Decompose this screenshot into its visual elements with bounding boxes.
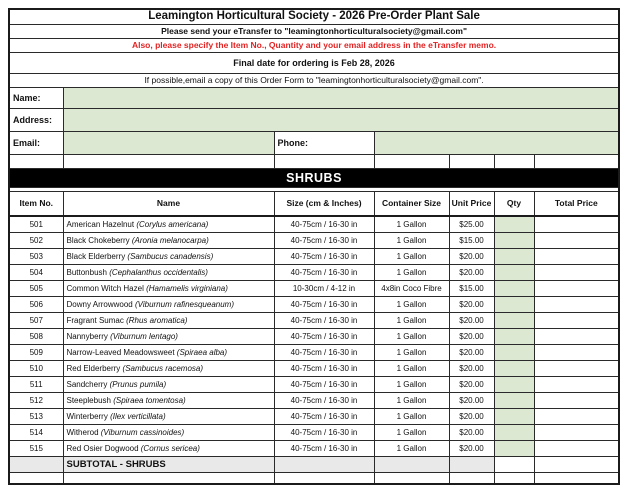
plant-common-name: Nannyberry [66, 331, 111, 341]
plant-row [9, 329, 619, 345]
item-no-cell: 510 [9, 361, 63, 377]
plant-name-cell [63, 313, 274, 329]
order-deadline: Final date for ordering is Feb 28, 2026 [9, 53, 619, 74]
total-price-cell [534, 409, 619, 425]
memo-instruction: Also, please specify the Item No., Quantity and your email address in the eTransfer memo. [9, 39, 619, 53]
plant-row [9, 409, 619, 425]
plant-scientific-name: (Cephalanthus occidentalis) [109, 267, 208, 277]
container-size-cell: 1 Gallon [374, 297, 449, 313]
plant-row [9, 233, 619, 249]
qty-input-cell[interactable] [494, 216, 534, 233]
order-form-table [8, 8, 620, 485]
container-size-cell: 1 Gallon [374, 233, 449, 249]
header-item-no: Item No. [9, 192, 63, 217]
plant-row [9, 377, 619, 393]
container-size-cell: 1 Gallon [374, 265, 449, 281]
plant-row [9, 313, 619, 329]
container-size-cell: 1 Gallon [374, 345, 449, 361]
plant-scientific-name: (Ilex verticillata) [110, 411, 166, 421]
unit-price-cell: $20.00 [449, 345, 494, 361]
item-no-cell: 512 [9, 393, 63, 409]
plant-scientific-name: (Spiraea alba) [176, 347, 228, 357]
plant-common-name: Fragrant Sumac [66, 315, 127, 325]
plant-common-name: American Hazelnut [66, 219, 137, 229]
header-size: Size (cm & Inches) [274, 192, 374, 217]
total-price-cell [534, 216, 619, 233]
size-cell: 40-75cm / 16-30 in [274, 249, 374, 265]
etransfer-instruction: Please send your eTransfer to "leamingtonhorticulturalsociety@gmail.com" [9, 25, 619, 39]
item-no-cell: 504 [9, 265, 63, 281]
unit-price-cell: $20.00 [449, 313, 494, 329]
item-no-cell: 501 [9, 216, 63, 233]
item-no-cell: 515 [9, 441, 63, 457]
name-field[interactable] [63, 88, 619, 109]
total-price-cell [534, 393, 619, 409]
page-title: Leamington Horticultural Society - 2026 Pre-Order Plant Sale [9, 9, 619, 25]
plant-name-cell [63, 377, 274, 393]
plant-name-cell [63, 361, 274, 377]
qty-input-cell[interactable] [494, 393, 534, 409]
email-label: Email: [9, 132, 63, 155]
plant-row [9, 265, 619, 281]
empty-row [9, 155, 619, 169]
total-price-cell [534, 265, 619, 281]
item-no-cell: 507 [9, 313, 63, 329]
email-field[interactable] [63, 132, 274, 155]
plant-row [9, 281, 619, 297]
qty-input-cell[interactable] [494, 297, 534, 313]
item-no-cell: 514 [9, 425, 63, 441]
plant-common-name: Narrow-Leaved Meadowsweet [66, 347, 177, 357]
item-no-cell: 506 [9, 297, 63, 313]
plant-name-cell [63, 216, 274, 233]
plant-common-name: Steeplebush [66, 395, 114, 405]
total-price-cell [534, 297, 619, 313]
item-no-cell: 511 [9, 377, 63, 393]
size-cell: 40-75cm / 16-30 in [274, 265, 374, 281]
plant-name-cell [63, 265, 274, 281]
qty-input-cell[interactable] [494, 441, 534, 457]
plant-scientific-name: (Hamamelis virginiana) [146, 283, 228, 293]
unit-price-cell: $20.00 [449, 425, 494, 441]
size-cell: 40-75cm / 16-30 in [274, 393, 374, 409]
plant-common-name: Common Witch Hazel [66, 283, 147, 293]
container-size-cell: 1 Gallon [374, 377, 449, 393]
plant-common-name: Black Elderberry [66, 251, 128, 261]
unit-price-cell: $20.00 [449, 409, 494, 425]
qty-input-cell[interactable] [494, 281, 534, 297]
size-cell: 40-75cm / 16-30 in [274, 377, 374, 393]
qty-input-cell[interactable] [494, 233, 534, 249]
order-form-sheet [8, 8, 620, 485]
qty-input-cell[interactable] [494, 409, 534, 425]
unit-price-cell: $20.00 [449, 265, 494, 281]
unit-price-cell: $20.00 [449, 249, 494, 265]
plant-common-name: Black Chokeberry [66, 235, 132, 245]
qty-input-cell[interactable] [494, 329, 534, 345]
plant-name-cell [63, 425, 274, 441]
plant-row [9, 297, 619, 313]
qty-input-cell[interactable] [494, 361, 534, 377]
container-size-cell: 1 Gallon [374, 361, 449, 377]
unit-price-cell: $20.00 [449, 329, 494, 345]
plant-row [9, 361, 619, 377]
container-size-cell: 1 Gallon [374, 425, 449, 441]
total-price-cell [534, 249, 619, 265]
plant-row [9, 393, 619, 409]
plant-row [9, 345, 619, 361]
size-cell: 40-75cm / 16-30 in [274, 297, 374, 313]
plant-scientific-name: (Aronia melanocarpa) [131, 235, 209, 245]
plant-name-cell [63, 345, 274, 361]
qty-input-cell[interactable] [494, 345, 534, 361]
unit-price-cell: $20.00 [449, 441, 494, 457]
phone-field[interactable] [374, 132, 619, 155]
plant-row [9, 216, 619, 233]
plant-name-cell [63, 249, 274, 265]
header-total-price: Total Price [534, 192, 619, 217]
plant-name-cell [63, 281, 274, 297]
item-no-cell: 505 [9, 281, 63, 297]
header-container-size: Container Size [374, 192, 449, 217]
size-cell: 40-75cm / 16-30 in [274, 441, 374, 457]
qty-input-cell[interactable] [494, 377, 534, 393]
plant-scientific-name: (Spiraea tomentosa) [113, 395, 186, 405]
plant-name-cell [63, 297, 274, 313]
size-cell: 40-75cm / 16-30 in [274, 329, 374, 345]
size-cell: 10-30cm / 4-12 in [274, 281, 374, 297]
subtotal-label: SUBTOTAL - SHRUBS [63, 457, 274, 473]
item-no-cell: 513 [9, 409, 63, 425]
subtotal-qty-cell [494, 457, 534, 473]
plant-scientific-name: (Viburnum cassinoides) [100, 427, 185, 437]
address-label: Address: [9, 109, 63, 132]
total-price-cell [534, 361, 619, 377]
header-unit-price: Unit Price [449, 192, 494, 217]
email-copy-instruction: If possible,email a copy of this Order Form to "leamingtonhorticulturalsociety@gmail.com". [9, 74, 619, 88]
plant-scientific-name: (Sambucus canadensis) [127, 251, 214, 261]
unit-price-cell: $15.00 [449, 281, 494, 297]
item-no-cell: 502 [9, 233, 63, 249]
qty-input-cell[interactable] [494, 425, 534, 441]
container-size-cell: 1 Gallon [374, 409, 449, 425]
plant-scientific-name: (Viburnum lentago) [110, 331, 178, 341]
plant-name-cell [63, 409, 274, 425]
name-label: Name: [9, 88, 63, 109]
table-header-row [9, 192, 619, 217]
plant-name-cell [63, 393, 274, 409]
total-price-cell [534, 377, 619, 393]
unit-price-cell: $25.00 [449, 216, 494, 233]
plant-scientific-name: (Viburnum rafinesqueanum) [134, 299, 234, 309]
plant-scientific-name: (Corylus americana) [136, 219, 209, 229]
size-cell: 40-75cm / 16-30 in [274, 361, 374, 377]
qty-input-cell[interactable] [494, 313, 534, 329]
plant-common-name: Sandcherry [66, 379, 110, 389]
container-size-cell: 1 Gallon [374, 249, 449, 265]
plant-row [9, 425, 619, 441]
plant-row [9, 249, 619, 265]
address-field[interactable] [63, 109, 619, 132]
size-cell: 40-75cm / 16-30 in [274, 425, 374, 441]
total-price-cell [534, 425, 619, 441]
item-no-cell: 508 [9, 329, 63, 345]
unit-price-cell: $20.00 [449, 361, 494, 377]
item-no-cell: 509 [9, 345, 63, 361]
section-title-shrubs: SHRUBS [9, 169, 619, 188]
plant-common-name: Red Osier Dogwood [66, 443, 141, 453]
total-price-cell [534, 329, 619, 345]
unit-price-cell: $15.00 [449, 233, 494, 249]
container-size-cell: 1 Gallon [374, 441, 449, 457]
size-cell: 40-75cm / 16-30 in [274, 233, 374, 249]
total-price-cell [534, 281, 619, 297]
plant-common-name: Buttonbush [66, 267, 110, 277]
plant-scientific-name: (Cornus sericea) [140, 443, 200, 453]
plant-common-name: Winterberry [66, 411, 111, 421]
container-size-cell: 1 Gallon [374, 313, 449, 329]
unit-price-cell: $20.00 [449, 393, 494, 409]
total-price-cell [534, 313, 619, 329]
item-no-cell: 503 [9, 249, 63, 265]
plant-common-name: Witherod [66, 427, 101, 437]
container-size-cell: 1 Gallon [374, 329, 449, 345]
total-price-cell [534, 441, 619, 457]
partial-bottom-row [9, 473, 619, 485]
plant-scientific-name: (Sambucus racemosa) [122, 363, 204, 373]
plant-scientific-name: (Rhus aromatica) [126, 315, 188, 325]
plant-name-cell [63, 441, 274, 457]
qty-input-cell[interactable] [494, 249, 534, 265]
unit-price-cell: $20.00 [449, 377, 494, 393]
phone-label: Phone: [274, 132, 374, 155]
unit-price-cell: $20.00 [449, 297, 494, 313]
container-size-cell: 1 Gallon [374, 216, 449, 233]
plant-common-name: Downy Arrowwood [66, 299, 135, 309]
plant-scientific-name: (Prunus pumila) [109, 379, 167, 389]
plant-row [9, 441, 619, 457]
size-cell: 40-75cm / 16-30 in [274, 409, 374, 425]
plant-name-cell [63, 329, 274, 345]
total-price-cell [534, 345, 619, 361]
size-cell: 40-75cm / 16-30 in [274, 345, 374, 361]
subtotal-row [9, 457, 619, 473]
container-size-cell: 1 Gallon [374, 393, 449, 409]
size-cell: 40-75cm / 16-30 in [274, 216, 374, 233]
header-qty: Qty [494, 192, 534, 217]
total-price-cell [534, 233, 619, 249]
size-cell: 40-75cm / 16-30 in [274, 313, 374, 329]
plant-name-cell [63, 233, 274, 249]
container-size-cell: 4x8in Coco Fibre [374, 281, 449, 297]
qty-input-cell[interactable] [494, 265, 534, 281]
header-name: Name [63, 192, 274, 217]
subtotal-value-cell [534, 457, 619, 473]
plant-common-name: Red Elderberry [66, 363, 123, 373]
